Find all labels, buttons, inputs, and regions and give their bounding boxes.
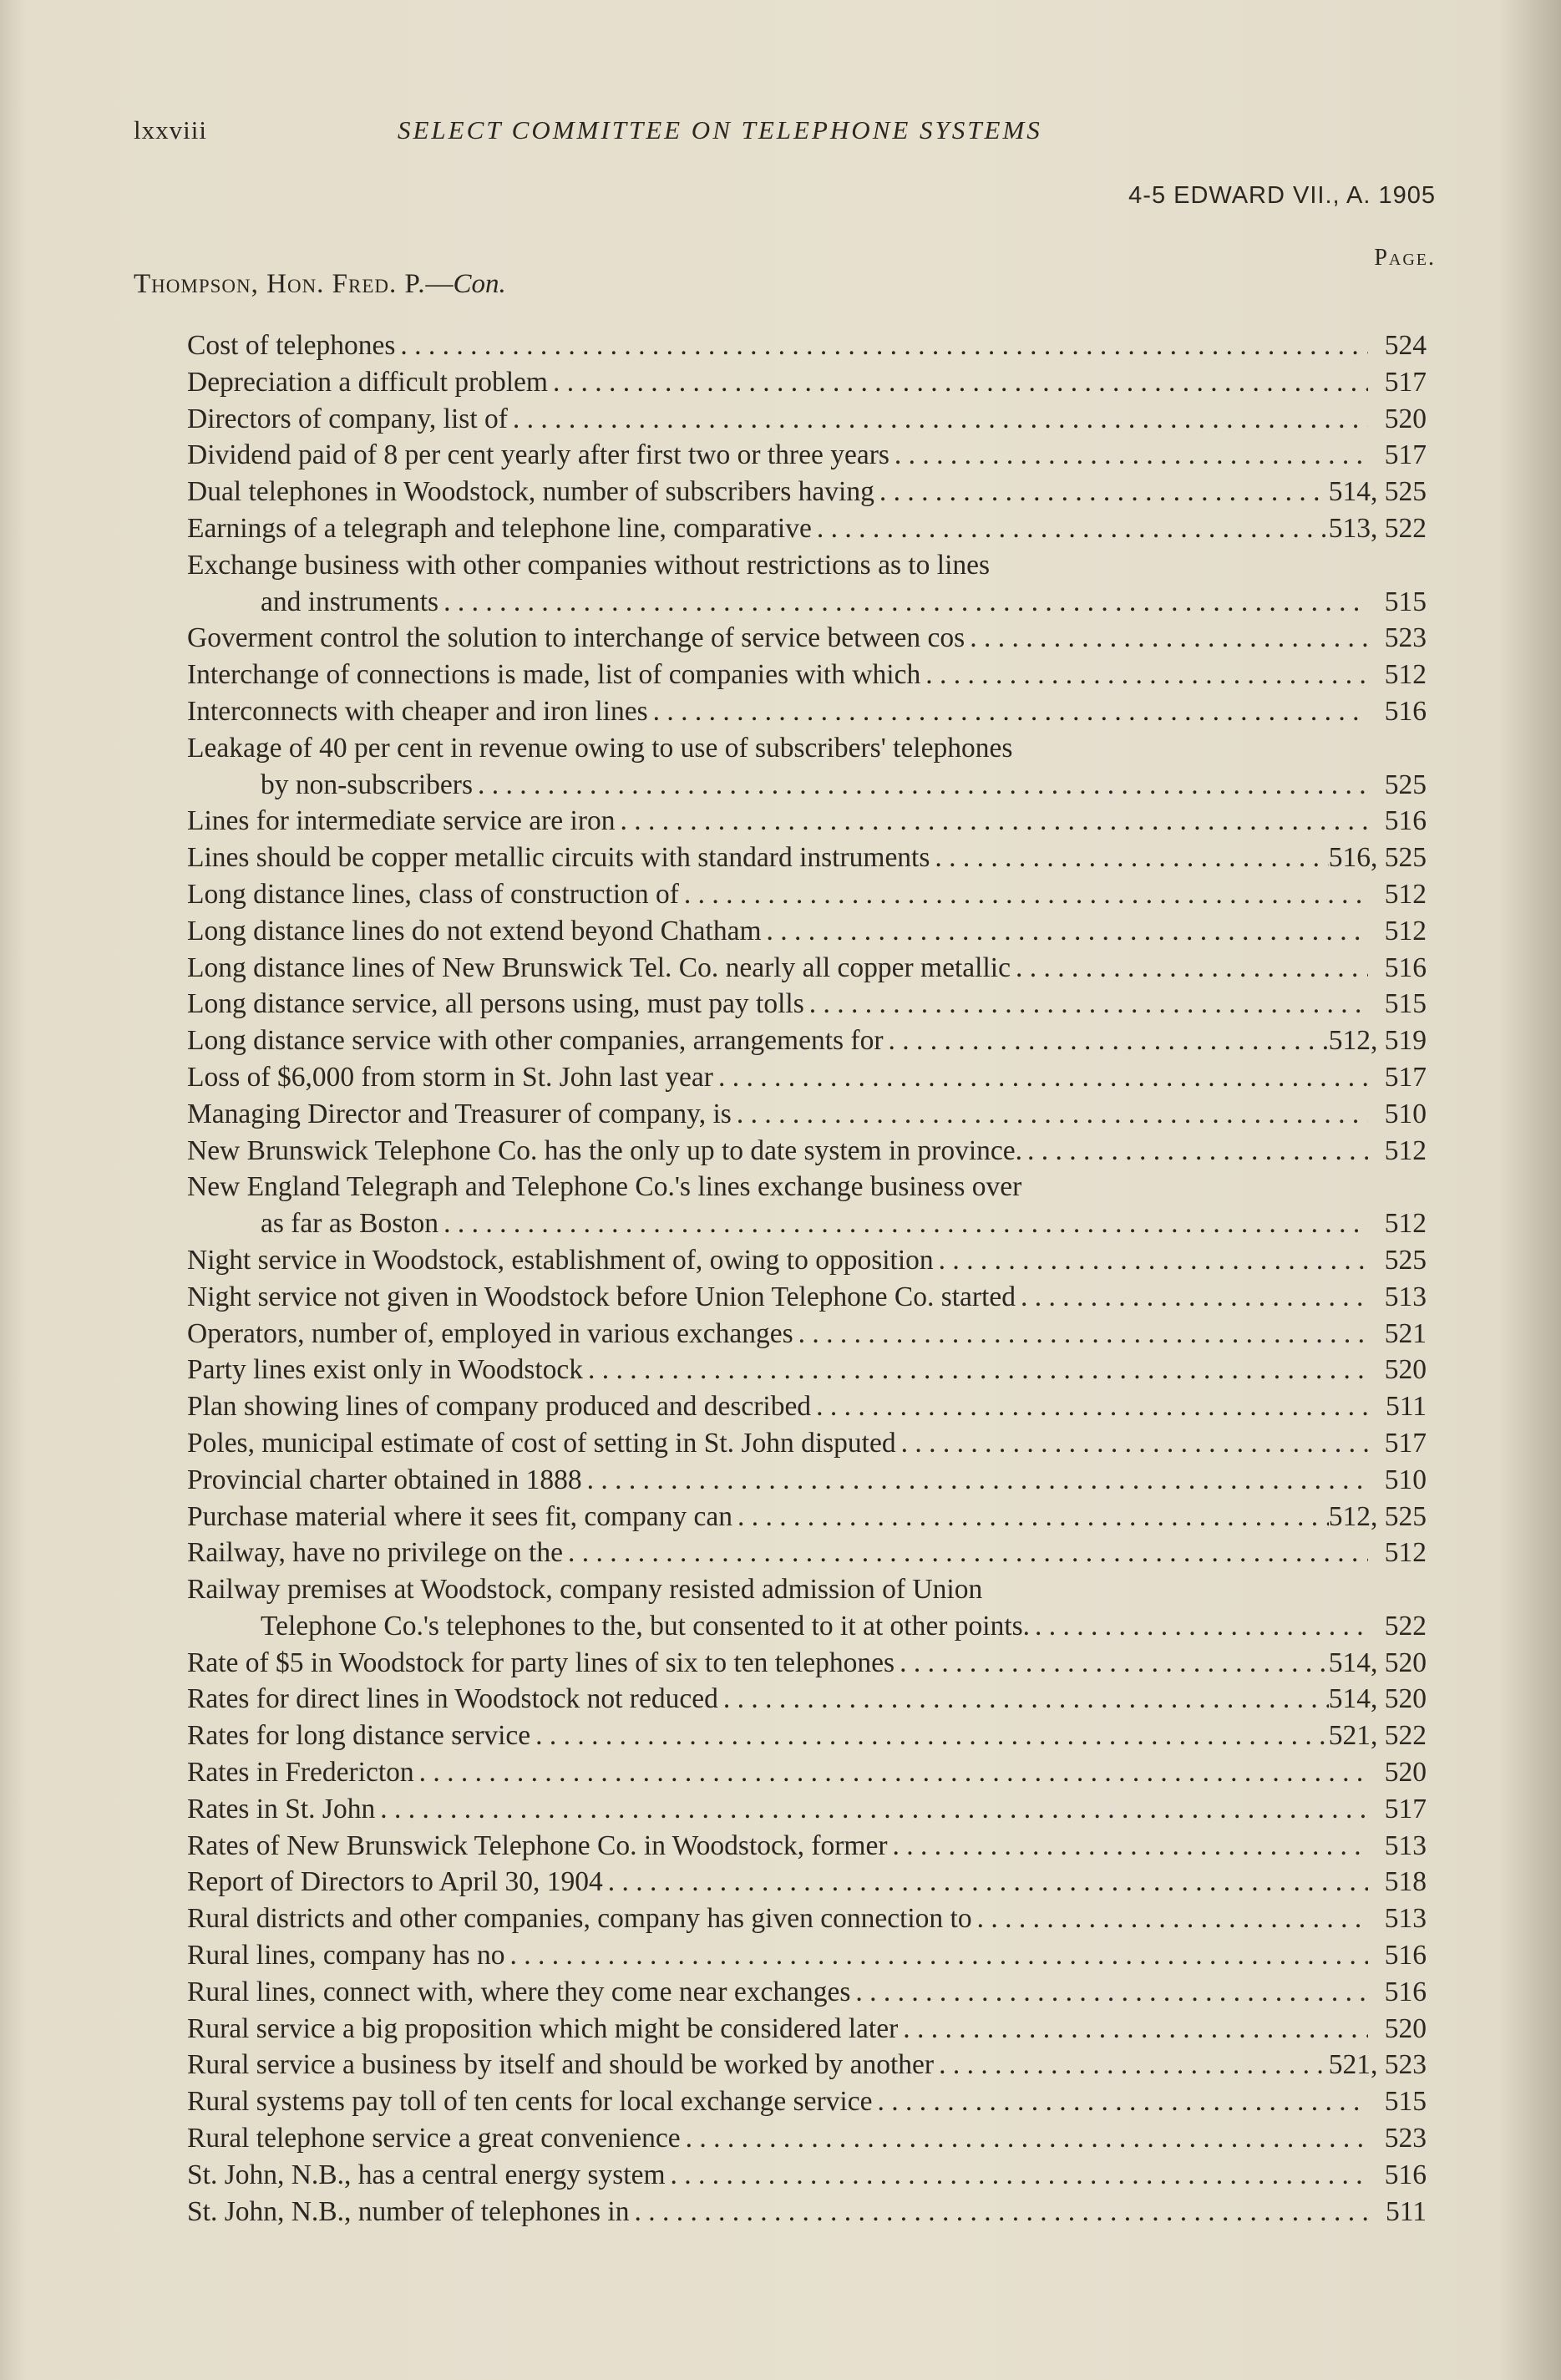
index-entry-line: [187, 1425, 1427, 1462]
index-entry-line: [187, 1169, 1427, 1205]
index-entry: [187, 510, 1427, 547]
subject-name: Thompson, Hon. Fred. P.: [134, 269, 426, 299]
dot-leader: [548, 364, 1368, 401]
running-title: SELECT COMMITTEE ON TELEPHONE SYSTEMS: [397, 115, 1042, 145]
index-entry-line: [187, 1388, 1427, 1425]
entry-text: New Brunswick Telephone Co. has the only up to date system in province.: [187, 1134, 1022, 1166]
session-line: 4-5 EDWARD VII., A. 1905: [1128, 182, 1436, 209]
dot-leader: [732, 1499, 1329, 1535]
entry-page-numbers: 520: [1384, 1354, 1427, 1386]
dot-leader: [508, 401, 1368, 438]
index-entry-line: [187, 1937, 1427, 1974]
entry-page-numbers: 512: [1384, 1537, 1427, 1569]
dot-leader: [872, 2083, 1368, 2120]
entry-text: Earnings of a telegraph and telephone line, comparative: [187, 512, 812, 544]
dot-leader: [375, 1791, 1368, 1828]
entry-text: St. John, N.B., number of telephones in: [187, 2195, 630, 2227]
index-entry: [187, 876, 1427, 913]
index-entry: [187, 1645, 1427, 1682]
index-entry-line: [187, 1828, 1427, 1865]
index-entry: [187, 1900, 1427, 1937]
index-entry-line: [187, 1352, 1427, 1388]
entry-text: Rates of New Brunswick Telephone Co. in Woodstock, former: [187, 1829, 888, 1861]
index-entry-line: [187, 1279, 1427, 1316]
entry-text: Dividend paid of 8 per cent yearly after first two or three years: [187, 439, 889, 471]
entry-text: by non-subscribers: [261, 769, 473, 800]
index-entry: [187, 364, 1427, 401]
index-entry-line: [187, 1096, 1427, 1133]
entry-text: Long distance lines, class of construction of: [187, 878, 679, 910]
entry-text: Railway, have no privilege on the: [187, 1537, 563, 1569]
entry-text: Rates for long distance service: [187, 1720, 531, 1752]
entry-text: Poles, municipal estimate of cost of setting in St. John disputed: [187, 1427, 896, 1459]
dot-leader: [804, 986, 1368, 1023]
entry-text: as far as Boston: [261, 1208, 439, 1240]
entry-text: Purchase material where it sees fit, company can: [187, 1500, 732, 1532]
entry-page-numbers: 517: [1384, 439, 1427, 471]
index-entry-line: [187, 401, 1427, 438]
dot-leader: [898, 2011, 1368, 2048]
index-entry: [187, 547, 1427, 621]
index-entry: [187, 2157, 1427, 2194]
index-entry: [187, 1791, 1427, 1828]
index-entry: [187, 986, 1427, 1023]
entry-page-numbers: 525: [1384, 1244, 1427, 1276]
index-entry: [187, 1133, 1427, 1170]
index-entry: [187, 1388, 1427, 1425]
dot-leader: [889, 437, 1368, 474]
index-entry-continuation: [187, 767, 1427, 804]
index-entry: [187, 437, 1427, 474]
entry-text: Rate of $5 in Woodstock for party lines of six to ten telephones: [187, 1647, 895, 1678]
entry-page-numbers: 515: [1384, 586, 1427, 617]
entry-text: St. John, N.B., has a central energy system: [187, 2159, 666, 2190]
entry-page-numbers: 512: [1384, 659, 1427, 691]
index-entry-line: [187, 547, 1427, 584]
entry-text: Managing Director and Treasurer of company, is: [187, 1098, 732, 1129]
entry-text: Goverment control the solution to interchange of service between cos: [187, 622, 965, 654]
index-entry-line: [187, 657, 1427, 693]
entry-page-numbers: 517: [1384, 1061, 1427, 1093]
entry-text: Report of Directors to April 30, 1904: [187, 1866, 603, 1898]
index-entry: [187, 327, 1427, 364]
entry-text: Rural lines, connect with, where they come near exchanges: [187, 1976, 851, 2007]
index-entry-line: [187, 1974, 1427, 2011]
dot-leader: [972, 1900, 1368, 1937]
dot-leader: [934, 2047, 1329, 2083]
index-entry-line: [187, 1059, 1427, 1096]
page-column-heading: Page.: [1374, 245, 1436, 271]
index-entry: [187, 474, 1427, 510]
index-entry-line: [187, 986, 1427, 1023]
entry-page-numbers: 511: [1385, 2195, 1427, 2227]
entry-page-numbers: 514, 525: [1328, 476, 1427, 508]
index-entry: [187, 1462, 1427, 1499]
dot-leader: [934, 1242, 1368, 1279]
index-entry-line: [187, 437, 1427, 474]
dot-leader: [850, 1974, 1368, 2011]
entry-text: Long distance service with other companies, arrangements for: [187, 1025, 884, 1057]
entry-text: Rates in Fredericton: [187, 1757, 414, 1789]
entry-page-numbers: 515: [1384, 2086, 1427, 2118]
entry-text: Rural districts and other companies, company has given connection to: [187, 1903, 972, 1935]
entry-text: Long distance service, all persons using, must pay tolls: [187, 988, 804, 1020]
dot-leader: [1030, 1608, 1368, 1645]
entry-page-numbers: 516: [1384, 695, 1427, 727]
page-header: [134, 115, 1437, 145]
index-entry-line: [187, 1718, 1427, 1754]
entry-page-numbers: 517: [1384, 366, 1427, 398]
dot-leader: [414, 1754, 1368, 1791]
dot-leader: [666, 2157, 1368, 2194]
index-entry: [187, 2194, 1427, 2230]
entry-page-numbers: 521, 522: [1328, 1720, 1427, 1752]
index-entry: [187, 2047, 1427, 2083]
dot-leader: [603, 1864, 1368, 1900]
dot-leader: [582, 1462, 1368, 1499]
index-entry-line: [187, 474, 1427, 510]
index-entry: [187, 1681, 1427, 1718]
index-entry-line: [187, 2194, 1427, 2230]
entry-text: Telephone Co.'s telephones to the, but consented to it at other points.: [261, 1610, 1031, 1642]
index-entry-line: [187, 1571, 1427, 1608]
entry-text: Plan showing lines of company produced and described: [187, 1391, 812, 1423]
index-entry-continuation: [187, 1608, 1427, 1645]
entry-page-numbers: 514, 520: [1328, 1647, 1427, 1678]
index-entry-line: [187, 730, 1427, 767]
entry-page-numbers: 510: [1384, 1464, 1427, 1495]
entry-page-numbers: 515: [1384, 988, 1427, 1020]
index-entry: [187, 1974, 1427, 2011]
index-entry: [187, 803, 1427, 840]
dot-leader: [629, 2194, 1368, 2230]
index-entry: [187, 840, 1427, 876]
index-entry: [187, 1169, 1427, 1242]
dot-leader: [1011, 950, 1368, 987]
dot-leader: [473, 767, 1368, 804]
dot-leader: [583, 1352, 1368, 1388]
dot-leader: [438, 1205, 1368, 1242]
subject-dash: —: [425, 269, 454, 299]
index-entry-line: [187, 1900, 1427, 1937]
entry-text: New England Telegraph and Telephone Co.'s lines exchange business over: [187, 1171, 1022, 1203]
index-entry: [187, 1535, 1427, 1571]
index-entry-line: [187, 510, 1427, 547]
dot-leader: [718, 1681, 1329, 1718]
dot-leader: [895, 1645, 1329, 1682]
index-entries: [187, 327, 1427, 2230]
entry-text: Lines for intermediate service are iron: [187, 805, 616, 837]
index-entry: [187, 1242, 1427, 1279]
entry-text: Dual telephones in Woodstock, number of subscribers having: [187, 476, 874, 508]
entry-page-numbers: 518: [1384, 1866, 1427, 1898]
index-entry: [187, 2120, 1427, 2157]
entry-page-numbers: 521: [1384, 1317, 1427, 1349]
entry-page-numbers: 512: [1384, 1134, 1427, 1166]
dot-leader: [896, 1425, 1368, 1462]
index-entry: [187, 1754, 1427, 1791]
entry-text: Lines should be copper metallic circuits with standard instruments: [187, 842, 930, 874]
dot-leader: [1016, 1279, 1368, 1316]
index-entry-line: [187, 2157, 1427, 2194]
entry-text: Interchange of connections is made, list of companies with which: [187, 659, 921, 691]
entry-page-numbers: 511: [1385, 1391, 1427, 1423]
dot-leader: [616, 803, 1369, 840]
index-entry: [187, 620, 1427, 657]
dot-leader: [713, 1059, 1368, 1096]
dot-leader: [920, 657, 1368, 693]
index-entry-line: [187, 1023, 1427, 1059]
index-entry: [187, 1316, 1427, 1352]
index-entry-line: [187, 693, 1427, 730]
index-entry: [187, 1425, 1427, 1462]
entry-text: Long distance lines of New Brunswick Tel. Co. nearly all copper metallic: [187, 951, 1011, 983]
index-entry-line: [187, 1791, 1427, 1828]
index-entry: [187, 913, 1427, 950]
dot-leader: [1022, 1133, 1368, 1170]
index-entry: [187, 657, 1427, 693]
subject-continued: Con.: [453, 269, 506, 299]
entry-text: Exchange business with other companies without restrictions as to lines: [187, 549, 991, 581]
entry-text: Rates in St. John: [187, 1793, 376, 1824]
dot-leader: [883, 1023, 1328, 1059]
index-entry: [187, 2011, 1427, 2048]
dot-leader: [648, 693, 1368, 730]
index-entry-continuation: [187, 1205, 1427, 1242]
entry-text: Party lines exist only in Woodstock: [187, 1354, 584, 1386]
dot-leader: [930, 840, 1328, 876]
entry-page-numbers: 512, 519: [1328, 1025, 1427, 1057]
entry-text: Interconnects with cheaper and iron lines: [187, 695, 648, 727]
index-entry: [187, 2083, 1427, 2120]
index-entry: [187, 401, 1427, 438]
index-entry-line: [187, 1864, 1427, 1900]
entry-page-numbers: 517: [1384, 1427, 1427, 1459]
index-entry: [187, 1096, 1427, 1133]
index-entry-line: [187, 364, 1427, 401]
dot-leader: [679, 876, 1368, 913]
index-entry-line: [187, 1645, 1427, 1682]
index-entry-line: [187, 2083, 1427, 2120]
entry-page-numbers: 516: [1384, 1940, 1427, 1971]
dot-leader: [505, 1937, 1368, 1974]
dot-leader: [732, 1096, 1368, 1133]
entry-page-numbers: 513: [1384, 1281, 1427, 1312]
entry-text: Night service not given in Woodstock before Union Telephone Co. started: [187, 1281, 1016, 1312]
index-entry-line: [187, 327, 1427, 364]
entry-text: Rural systems pay toll of ten cents for local exchange service: [187, 2086, 873, 2118]
dot-leader: [762, 913, 1368, 950]
index-entry-line: [187, 1242, 1427, 1279]
entry-page-numbers: 517: [1384, 1793, 1427, 1824]
entry-page-numbers: 516: [1384, 951, 1427, 983]
entry-page-numbers: 522: [1384, 1610, 1427, 1642]
index-entry-line: [187, 913, 1427, 950]
index-entry: [187, 950, 1427, 987]
entry-page-numbers: 516: [1384, 1976, 1427, 2007]
entry-page-numbers: 512: [1384, 915, 1427, 946]
index-entry: [187, 1828, 1427, 1865]
entry-page-numbers: 512, 525: [1328, 1500, 1427, 1532]
entry-text: Rural telephone service a great convenience: [187, 2123, 681, 2154]
index-entry: [187, 1499, 1427, 1535]
entry-text: Provincial charter obtained in 1888: [187, 1464, 582, 1495]
entry-text: Leakage of 40 per cent in revenue owing to use of subscribers' telephones: [187, 732, 1013, 764]
entry-text: Rural service a business by itself and should be worked by another: [187, 2049, 935, 2081]
entry-page-numbers: 516: [1384, 2159, 1427, 2190]
index-entry: [187, 1864, 1427, 1900]
index-entry-line: [187, 2120, 1427, 2157]
index-entry-line: [187, 840, 1427, 876]
dot-leader: [874, 474, 1329, 510]
dot-leader: [965, 620, 1368, 657]
entry-page-numbers: 513: [1384, 1829, 1427, 1861]
index-subject: [134, 269, 506, 300]
entry-page-numbers: 510: [1384, 1098, 1427, 1129]
page-folio: lxxviii: [134, 115, 207, 145]
index-entry-line: [187, 876, 1427, 913]
entry-page-numbers: 516: [1384, 805, 1427, 837]
entry-page-numbers: 516, 525: [1328, 842, 1427, 874]
dot-leader: [563, 1535, 1368, 1571]
index-entry: [187, 1718, 1427, 1754]
index-entry-line: [187, 2047, 1427, 2083]
entry-page-numbers: 513: [1384, 1903, 1427, 1935]
entry-text: Directors of company, list of: [187, 403, 508, 434]
entry-page-numbers: 514, 520: [1328, 1683, 1427, 1715]
entry-text: and instruments: [261, 586, 439, 617]
index-entry-line: [187, 1316, 1427, 1352]
entry-page-numbers: 525: [1384, 769, 1427, 800]
index-entry-line: [187, 1462, 1427, 1499]
index-entry-line: [187, 803, 1427, 840]
dot-leader: [438, 584, 1368, 621]
entry-page-numbers: 513, 522: [1328, 512, 1427, 544]
entry-text: Rural lines, company has no: [187, 1940, 505, 1971]
entry-text: Night service in Woodstock, establishment of, owing to opposition: [187, 1244, 934, 1276]
entry-page-numbers: 523: [1384, 2123, 1427, 2154]
entry-text: Rural service a big proposition which might be considered later: [187, 2012, 899, 2044]
entry-page-numbers: 520: [1384, 1757, 1427, 1789]
entry-text: Rates for direct lines in Woodstock not reduced: [187, 1683, 718, 1715]
index-entry: [187, 1571, 1427, 1645]
entry-page-numbers: 524: [1384, 330, 1427, 361]
index-entry: [187, 730, 1427, 804]
index-entry-line: [187, 950, 1427, 987]
entry-page-numbers: 512: [1384, 1208, 1427, 1240]
index-entry-line: [187, 620, 1427, 657]
index-entry: [187, 1352, 1427, 1388]
dot-leader: [811, 1388, 1368, 1425]
dot-leader: [681, 2120, 1368, 2157]
index-entry: [187, 1059, 1427, 1096]
dot-leader: [530, 1718, 1329, 1754]
dot-leader: [888, 1828, 1368, 1865]
dot-leader: [793, 1316, 1368, 1352]
entry-page-numbers: 523: [1384, 622, 1427, 654]
entry-page-numbers: 520: [1384, 403, 1427, 434]
entry-text: Operators, number of, employed in various exchanges: [187, 1317, 793, 1349]
index-entry-line: [187, 1133, 1427, 1170]
entry-text: Depreciation a difficult problem: [187, 366, 548, 398]
entry-text: Railway premises at Woodstock, company resisted admission of Union: [187, 1574, 983, 1606]
entry-page-numbers: 521, 523: [1328, 2049, 1427, 2081]
index-entry: [187, 1023, 1427, 1059]
dot-leader: [812, 510, 1329, 547]
entry-text: Long distance lines do not extend beyond Chatham: [187, 915, 762, 946]
index-entry-line: [187, 1754, 1427, 1791]
index-entry: [187, 1937, 1427, 1974]
index-entry-line: [187, 1535, 1427, 1571]
index-entry-line: [187, 1499, 1427, 1535]
index-entry-line: [187, 2011, 1427, 2048]
entry-text: Loss of $6,000 from storm in St. John last year: [187, 1061, 713, 1093]
index-entry-continuation: [187, 584, 1427, 621]
index-entry: [187, 1279, 1427, 1316]
index-entry-line: [187, 1681, 1427, 1718]
entry-text: Cost of telephones: [187, 330, 396, 361]
index-entry: [187, 693, 1427, 730]
entry-page-numbers: 512: [1384, 878, 1427, 910]
dot-leader: [395, 327, 1368, 364]
entry-page-numbers: 520: [1384, 2012, 1427, 2044]
